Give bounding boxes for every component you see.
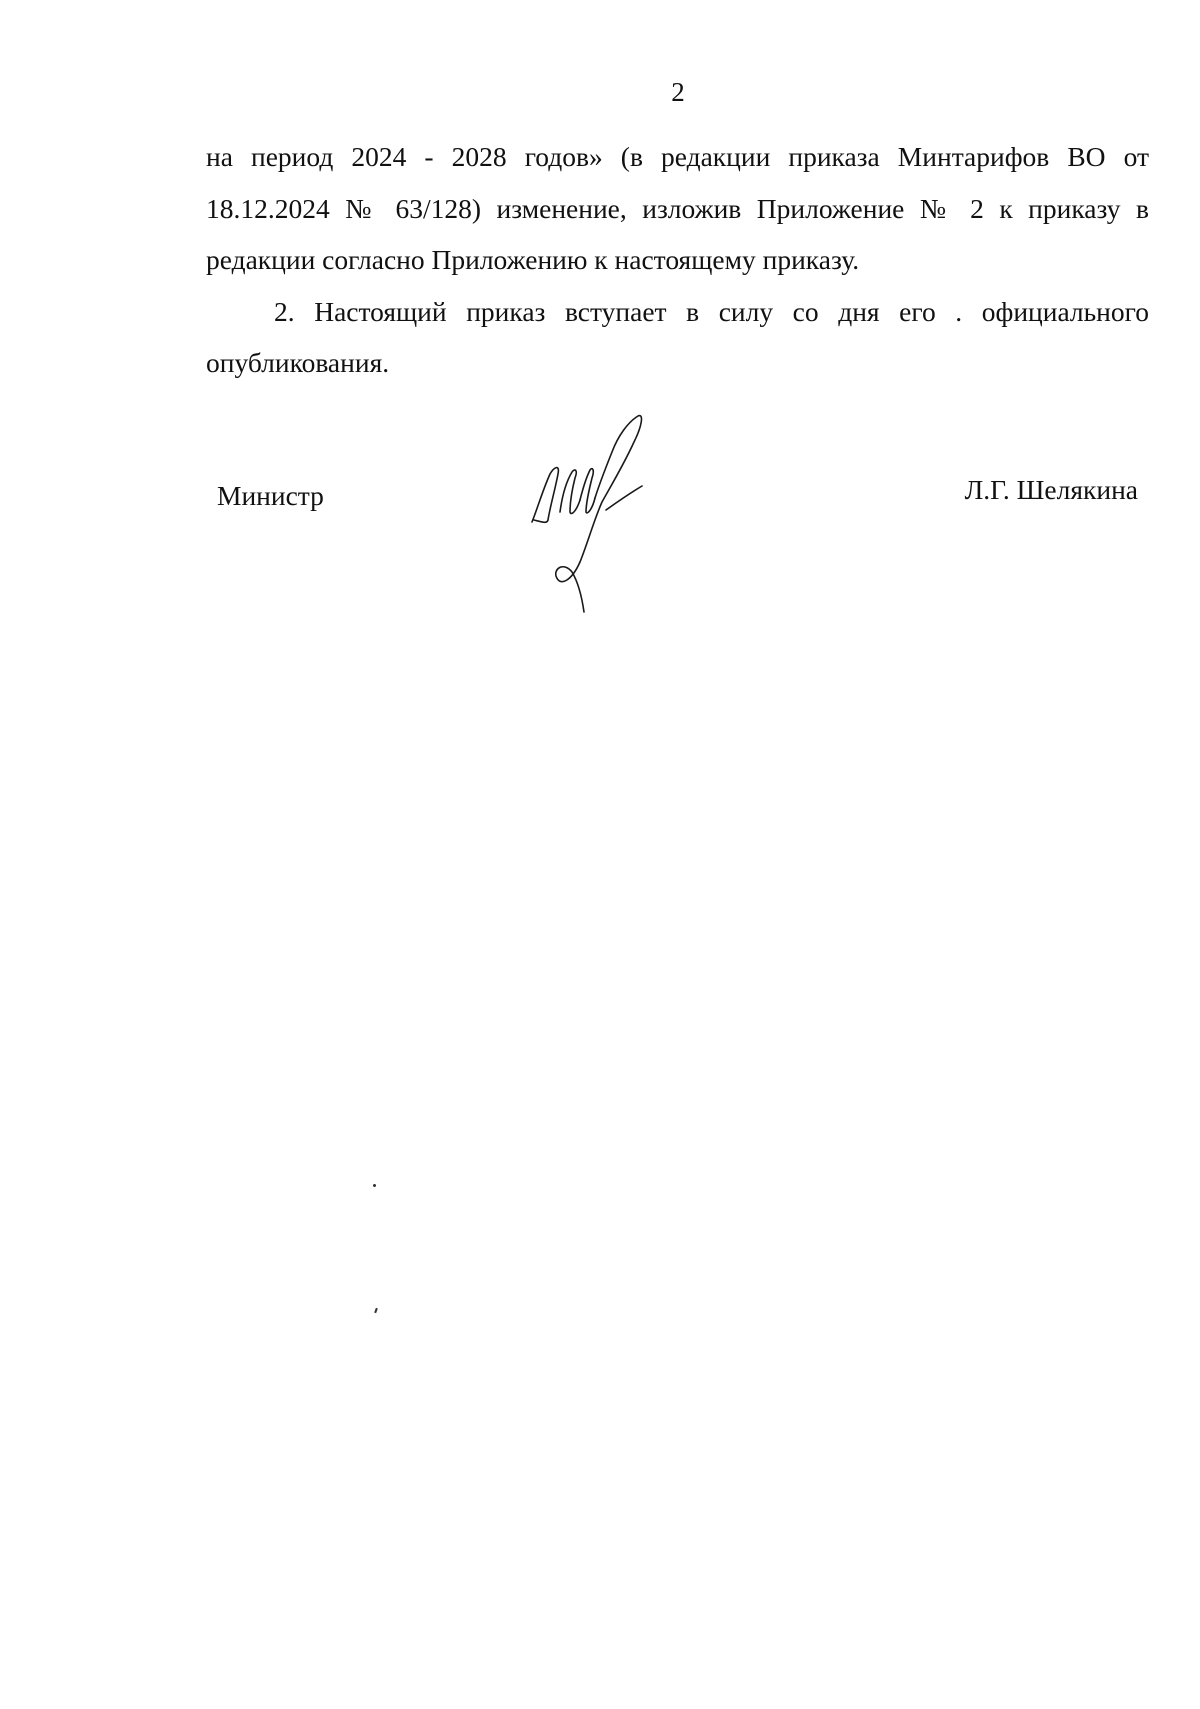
paragraph-effective-date: 2. Настоящий приказ вступает в силу со дня его . официального опубликования. (206, 295, 1149, 378)
signature-block (0, 470, 1200, 670)
scan-speck (373, 1184, 376, 1187)
signer-name: Л.Г. Шелякина (964, 474, 1138, 505)
signer-position: Министр (217, 480, 324, 511)
paragraph-continuation: на период 2024 - 2028 годов» (в редакции приказа Минтарифов ВО от 18.12.2024 № 63/128) изменение, изложив Приложение № 2 к приказу в редакции согласно Приложению к настоящему приказу. (206, 141, 1149, 275)
page-number: 2 (671, 77, 685, 107)
document-body (206, 131, 1149, 389)
handwritten-signature (520, 412, 670, 622)
scan-speck (374, 1308, 378, 1313)
